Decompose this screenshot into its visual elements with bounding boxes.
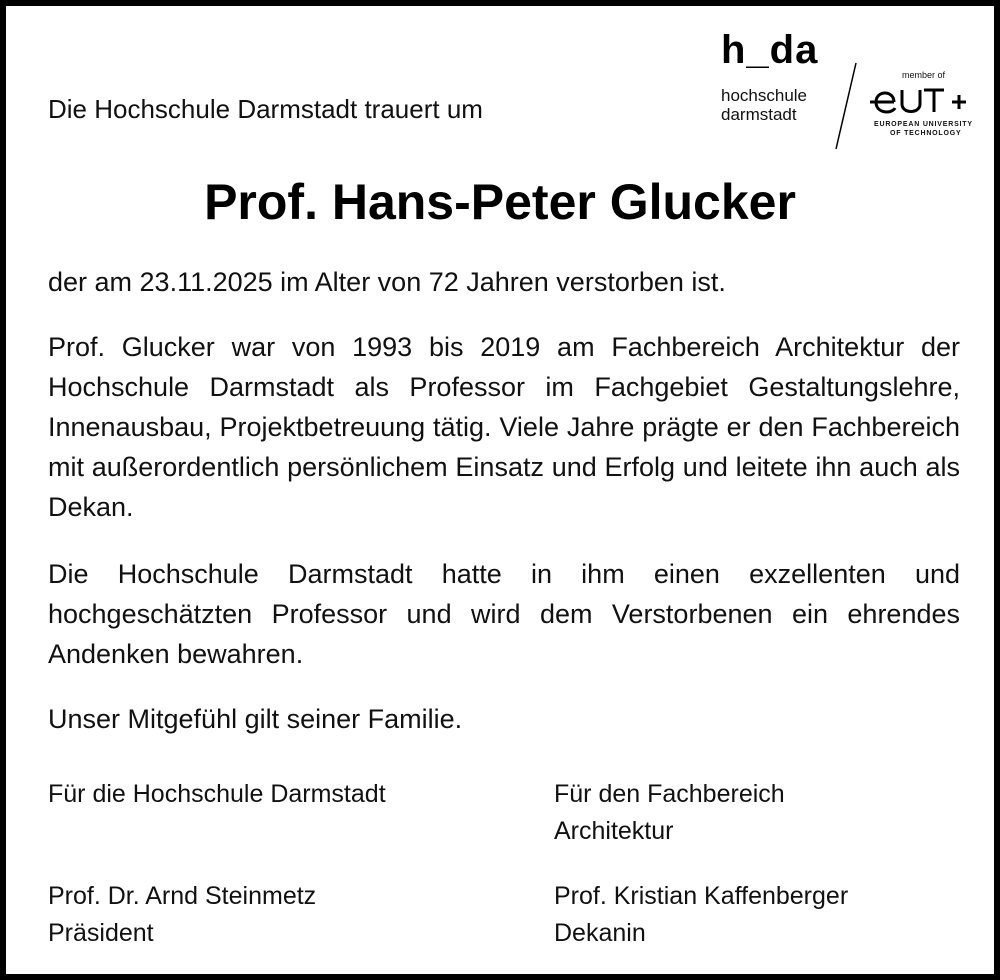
intro-line: Die Hochschule Darmstadt trauert um [48, 94, 483, 124]
paragraph-career: Prof. Glucker war von 1993 bis 2019 am Fachbereich Architektur der Hochschule Darmstadt als Professor im Fachgebiet Gestaltungslehre, Innenausbau, Projektbetreuung tätig. Viele Jahre prägte er den Fachbereich mit außerordentlich persönlichem Einsatz und Erfolg und leitete ihn auch als Dekan. [48, 332, 960, 522]
signature-left-role: Präsident [48, 919, 154, 947]
hda-logo-line2: darmstadt [721, 105, 797, 124]
hda-logo-mark: h_da [721, 28, 819, 72]
signature-left-name: Prof. Dr. Arnd Steinmetz [48, 882, 317, 910]
eut-member-of: member of [902, 70, 946, 80]
signature-right-block [554, 878, 848, 952]
signature-left-organization: Für die Hochschule Darmstadt [48, 780, 386, 808]
hda-logo [721, 28, 831, 138]
eut-logo [868, 68, 983, 148]
paragraph-death-date: der am 23.11.2025 im Alter von 72 Jahren verstorben ist. [48, 267, 726, 297]
eut-subtitle-line2: OF TECHNOLOGY [890, 130, 962, 137]
signature-right-organization: Für den Fachbereich Architektur [554, 780, 785, 845]
deceased-name: Prof. Hans-Peter Glucker [204, 174, 796, 230]
paragraph-tribute: Die Hochschule Darmstadt hatte in ihm einen exzellenten und hochgeschätzten Professor und wird dem Verstorbenen ein ehrendes Andenken bewahren. [48, 559, 960, 669]
logo-divider [826, 61, 866, 151]
signature-right-name: Prof. Kristian Kaffenberger [554, 882, 849, 910]
signature-left-block [48, 878, 316, 952]
hda-logo-line1: hochschule [721, 86, 808, 105]
signature-right-role: Dekanin [554, 919, 646, 947]
eut-wordmark-icon [868, 80, 978, 120]
eut-subtitle-line1: EUROPEAN UNIVERSITY [874, 121, 973, 128]
paragraph-condolence: Unser Mitgefühl gilt seiner Familie. [48, 704, 463, 734]
